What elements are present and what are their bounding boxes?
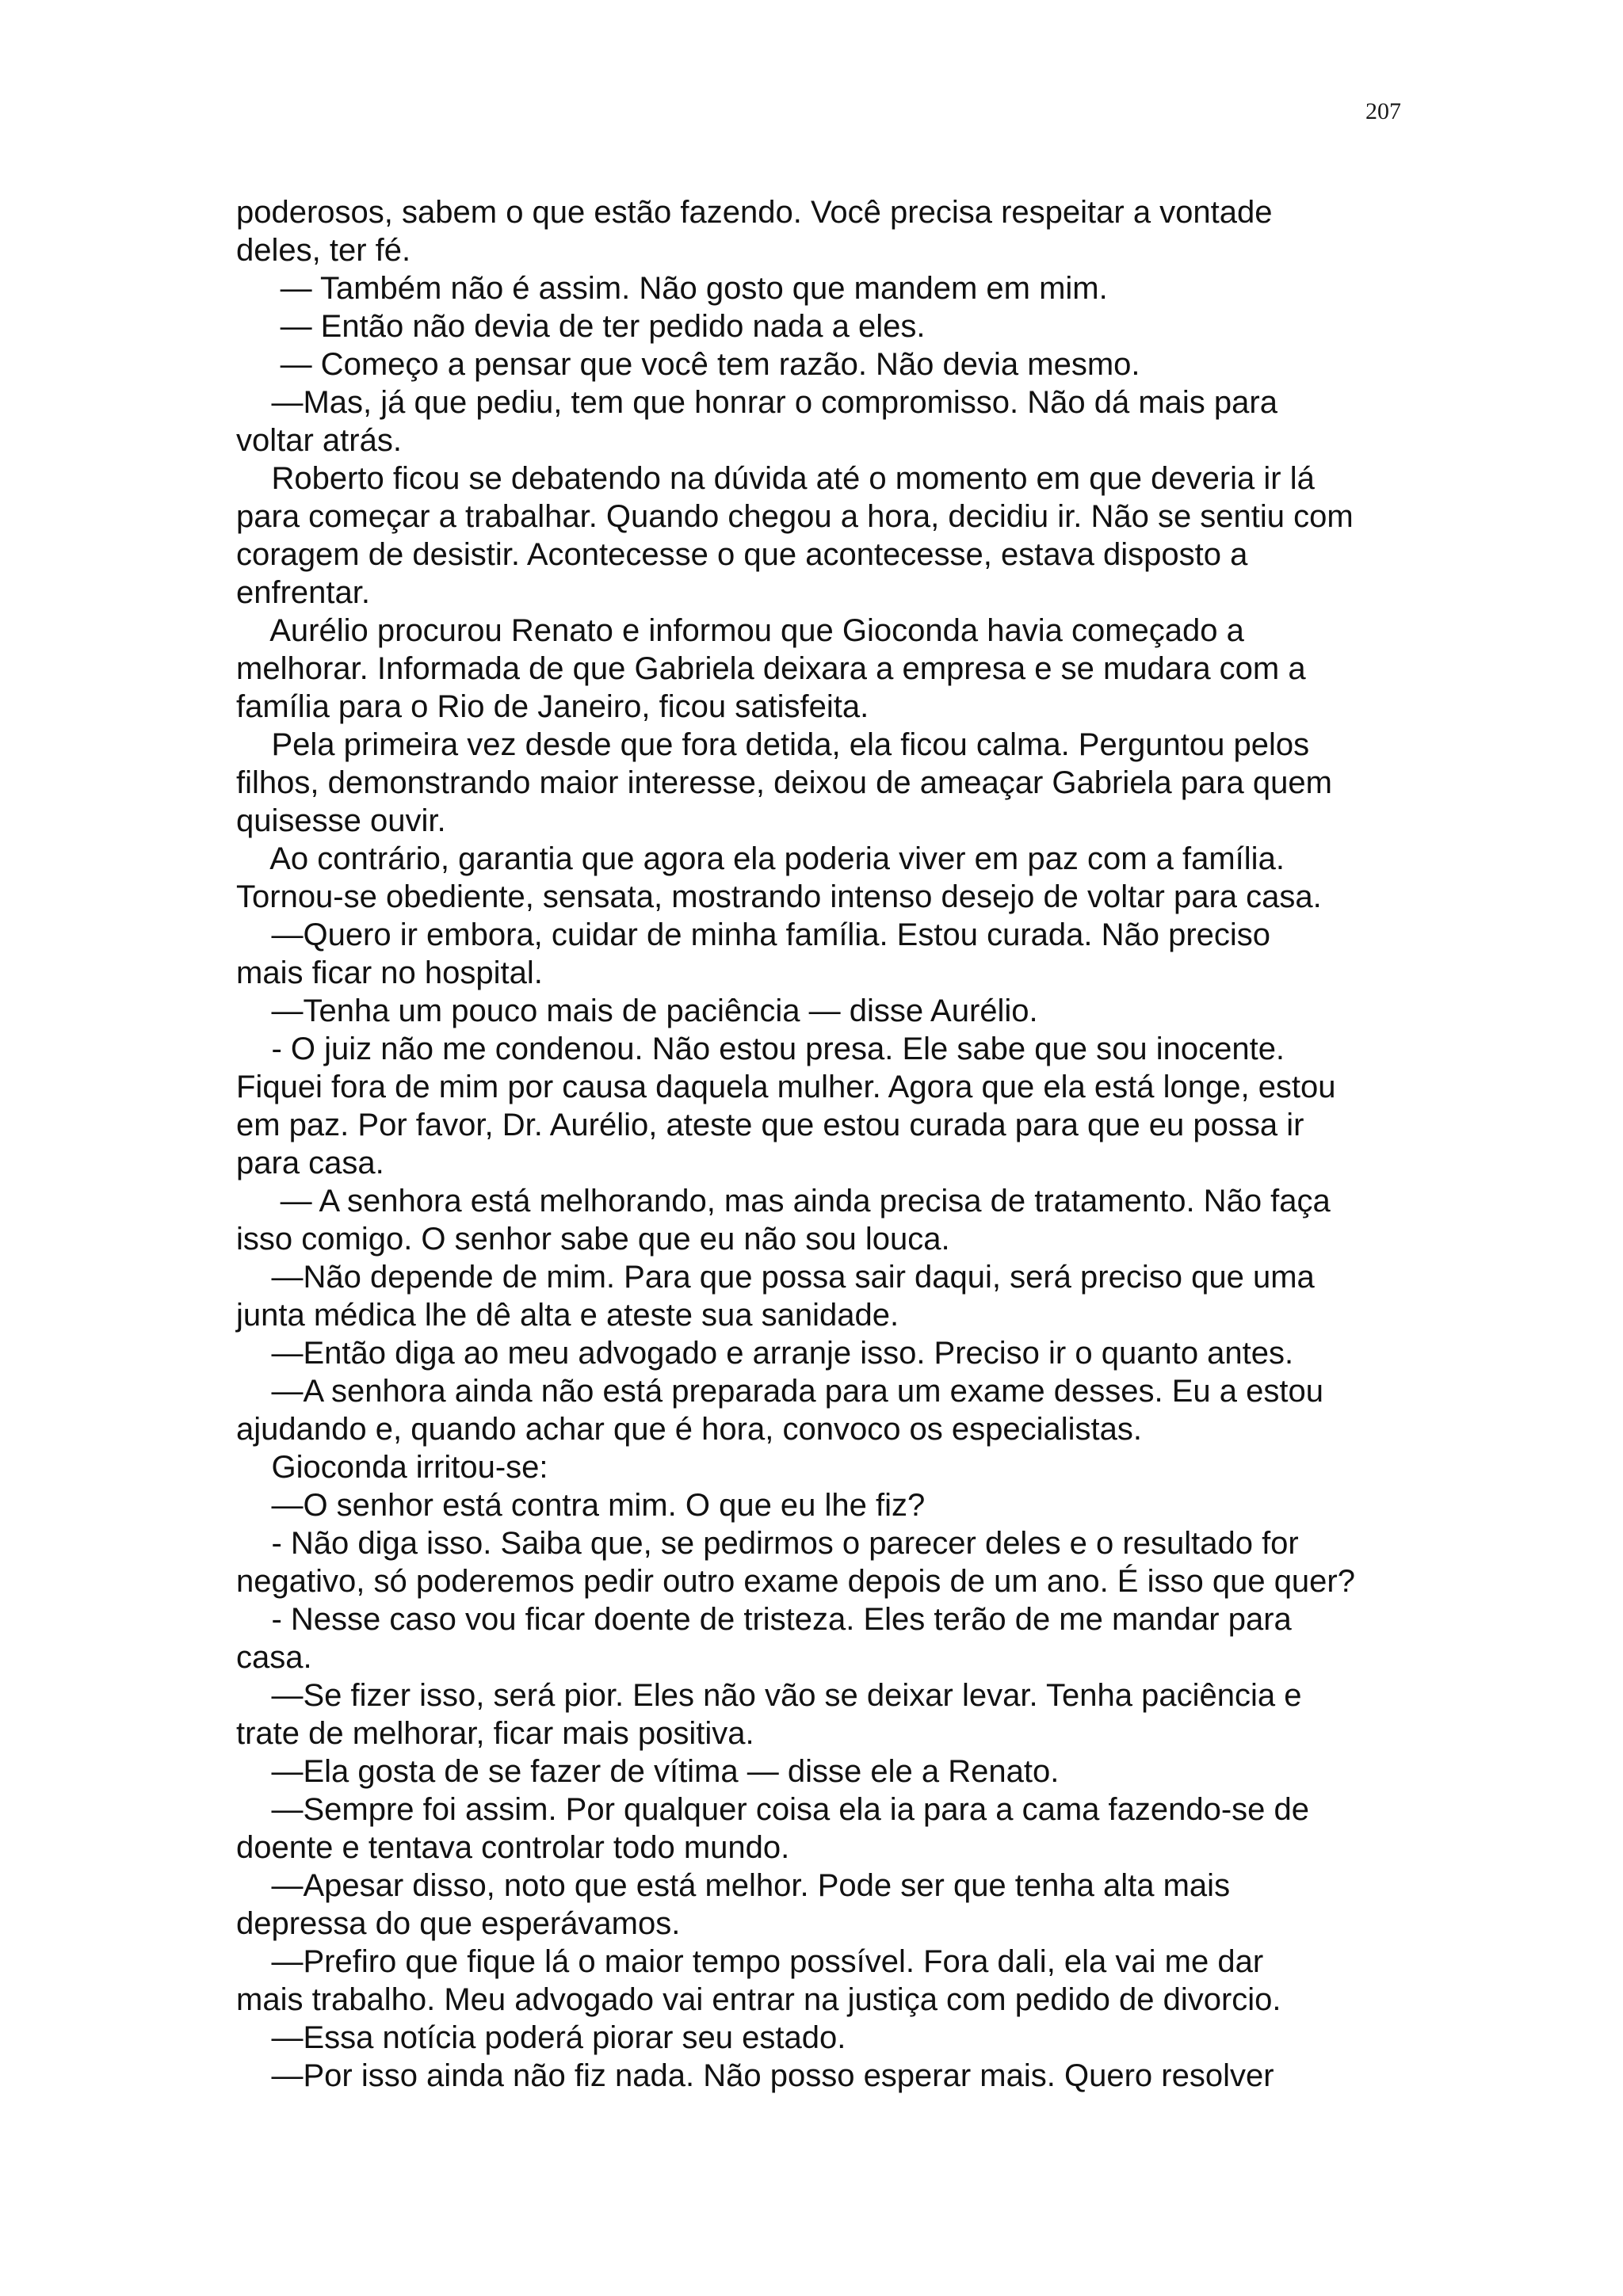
text-line: Pela primeira vez desde que fora detida, ela ficou calma. Perguntou pelos xyxy=(236,727,1310,762)
page-number: 207 xyxy=(1365,98,1401,124)
text-line: enfrentar. xyxy=(236,575,371,610)
text-line: para casa. xyxy=(236,1146,384,1180)
body-text xyxy=(236,193,1400,2095)
text-line: voltar atrás. xyxy=(236,423,402,458)
text-line: depressa do que esperávamos. xyxy=(236,1906,681,1941)
text-line: junta médica lhe dê alta e ateste sua sanidade. xyxy=(236,1298,899,1333)
text-line: poderosos, sabem o que estão fazendo. Você precisa respeitar a vontade xyxy=(236,195,1273,230)
text-line: Roberto ficou se debatendo na dúvida até o momento em que deveria ir lá xyxy=(236,461,1315,496)
text-line: — Então não devia de ter pedido nada a eles. xyxy=(236,309,926,344)
text-line: negativo, só poderemos pedir outro exame depois de um ano. É isso que quer? xyxy=(236,1564,1355,1599)
text-line: quisesse ouvir. xyxy=(236,803,446,838)
text-line: trate de melhorar, ficar mais positiva. xyxy=(236,1716,754,1751)
text-line: Aurélio procurou Renato e informou que Gioconda havia começado a xyxy=(236,613,1244,648)
text-line: Ao contrário, garantia que agora ela poderia viver em paz com a família. xyxy=(236,841,1285,876)
text-line: —O senhor está contra mim. O que eu lhe fiz? xyxy=(236,1488,926,1523)
text-line: —Apesar disso, noto que está melhor. Pode ser que tenha alta mais xyxy=(236,1868,1231,1903)
text-line: coragem de desistir. Acontecesse o que acontecesse, estava disposto a xyxy=(236,537,1248,572)
text-line: deles, ter fé. xyxy=(236,233,411,268)
text-line: —Prefiro que fique lá o maior tempo possível. Fora dali, ela vai me dar xyxy=(236,1944,1264,1979)
text-line: —Tenha um pouco mais de paciência — disse Aurélio. xyxy=(236,994,1038,1028)
text-line: - Nesse caso vou ficar doente de tristeza. Eles terão de me mandar para xyxy=(236,1602,1292,1637)
text-line: família para o Rio de Janeiro, ficou satisfeita. xyxy=(236,689,869,724)
text-line: ajudando e, quando achar que é hora, convoco os especialistas. xyxy=(236,1412,1143,1447)
text-line: — Começo a pensar que você tem razão. Não devia mesmo. xyxy=(236,347,1140,382)
text-line: Gioconda irritou-se: xyxy=(236,1450,548,1485)
text-line: —Por isso ainda não fiz nada. Não posso esperar mais. Quero resolver xyxy=(236,2058,1274,2093)
text-line: —Ela gosta de se fazer de vítima — disse ele a Renato. xyxy=(236,1754,1060,1789)
text-line: filhos, demonstrando maior interesse, deixou de ameaçar Gabriela para quem xyxy=(236,765,1332,800)
text-line: —Então diga ao meu advogado e arranje isso. Preciso ir o quanto antes. xyxy=(236,1336,1294,1371)
text-line: - O juiz não me condenou. Não estou presa. Ele sabe que sou inocente. xyxy=(236,1032,1285,1066)
text-line: mais ficar no hospital. xyxy=(236,955,543,990)
text-line: Tornou-se obediente, sensata, mostrando intenso desejo de voltar para casa. xyxy=(236,879,1322,914)
text-line: em paz. Por favor, Dr. Aurélio, ateste que estou curada para que eu possa ir xyxy=(236,1108,1304,1142)
text-line: —Não depende de mim. Para que possa sair daqui, será preciso que uma xyxy=(236,1260,1315,1295)
text-line: —Sempre foi assim. Por qualquer coisa ela ia para a cama fazendo-se de xyxy=(236,1792,1310,1827)
text-line: Fiquei fora de mim por causa daquela mulher. Agora que ela está longe, estou xyxy=(236,1070,1336,1104)
text-line: - Não diga isso. Saiba que, se pedirmos o parecer deles e o resultado for xyxy=(236,1526,1299,1561)
text-line: para começar a trabalhar. Quando chegou a hora, decidiu ir. Não se sentiu com xyxy=(236,499,1354,534)
text-line: —Essa notícia poderá piorar seu estado. xyxy=(236,2020,846,2055)
text-line: mais trabalho. Meu advogado vai entrar na justiça com pedido de divorcio. xyxy=(236,1982,1281,2017)
text-line: isso comigo. O senhor sabe que eu não sou louca. xyxy=(236,1222,950,1257)
text-line: —Quero ir embora, cuidar de minha família. Estou curada. Não preciso xyxy=(236,917,1271,952)
text-line: — A senhora está melhorando, mas ainda precisa de tratamento. Não faça xyxy=(236,1184,1331,1219)
text-line: —Se fizer isso, será pior. Eles não vão se deixar levar. Tenha paciência e xyxy=(236,1678,1302,1713)
text-line: doente e tentava controlar todo mundo. xyxy=(236,1830,790,1865)
text-line: —Mas, já que pediu, tem que honrar o compromisso. Não dá mais para xyxy=(236,385,1277,420)
text-line: — Também não é assim. Não gosto que mandem em mim. xyxy=(236,271,1108,306)
text-line: —A senhora ainda não está preparada para um exame desses. Eu a estou xyxy=(236,1374,1323,1409)
text-line: casa. xyxy=(236,1640,312,1675)
text-line: melhorar. Informada de que Gabriela deixara a empresa e se mudara com a xyxy=(236,651,1306,686)
